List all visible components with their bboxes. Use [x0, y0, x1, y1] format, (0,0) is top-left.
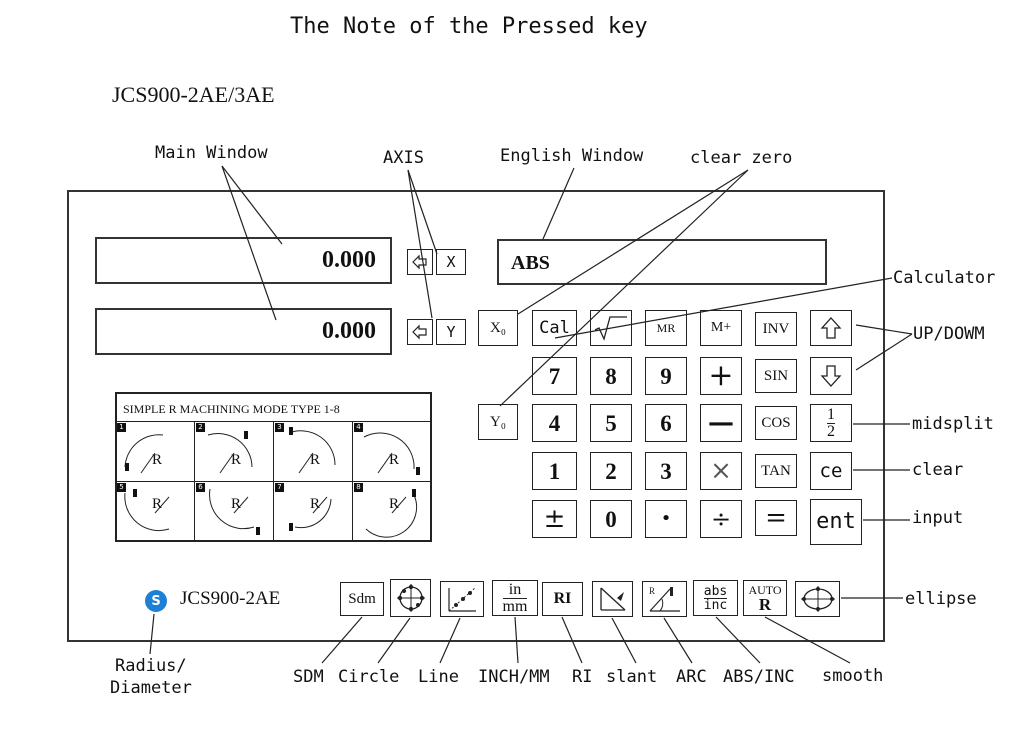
callout-circle: Circle	[338, 667, 400, 687]
mm-label: mm	[502, 597, 528, 615]
m-plus-button[interactable]: M+	[700, 310, 742, 346]
mode-r-label: R	[310, 452, 321, 468]
tan-button[interactable]: TAN	[755, 454, 797, 488]
cal-button[interactable]: Cal	[532, 310, 577, 346]
leader-slant	[612, 618, 636, 663]
mr-button[interactable]: MR	[645, 310, 687, 346]
auto-r-label: R	[758, 594, 772, 614]
machining-mode-heading: SIMPLE R MACHINING MODE TYPE 1-8	[123, 402, 340, 416]
mode-number-badge: 6	[196, 483, 205, 492]
callout-sdm: SDM	[293, 667, 324, 687]
minus-button[interactable]: —	[700, 404, 742, 442]
leader-inch-mm	[515, 617, 518, 663]
digit-6-button[interactable]: 6	[645, 404, 687, 442]
mode-r-label: R	[389, 452, 400, 468]
callout-radius-2: Diameter	[110, 678, 192, 698]
callout-radius-1: Radius/	[115, 656, 187, 676]
page-title: The Note of the Pressed key	[290, 14, 648, 39]
leader-calculator	[555, 278, 892, 338]
mode-r-label: R	[152, 496, 163, 512]
leader-clear-zero-y	[500, 170, 748, 406]
callout-up-down: UP/DOWM	[913, 324, 985, 344]
times-button[interactable]: ×	[700, 452, 742, 490]
half-numerator: 1	[827, 405, 835, 423]
leader-smooth	[765, 617, 850, 663]
cos-button[interactable]: COS	[755, 406, 797, 440]
digit-0-button[interactable]: 0	[590, 500, 632, 538]
digit-3-button[interactable]: 3	[645, 452, 687, 490]
x-zero-button[interactable]: X₀	[478, 310, 518, 346]
abs-label: abs	[703, 583, 728, 599]
leader-circle	[378, 618, 410, 663]
callout-input: input	[912, 508, 964, 528]
leader-axis-y	[408, 170, 432, 318]
callout-inch-mm: INCH/MM	[478, 667, 550, 687]
x-axis-button[interactable]: X	[436, 249, 466, 275]
y-zero-button[interactable]: Y₀	[478, 404, 518, 440]
callout-clear: clear	[912, 460, 964, 480]
callout-main-window: Main Window	[155, 143, 268, 163]
mode-number-badge: 2	[196, 423, 205, 432]
sin-button[interactable]: SIN	[755, 359, 797, 393]
plus-minus-button[interactable]: ±	[532, 500, 577, 538]
leader-radius	[150, 614, 154, 654]
inc-label: inc	[703, 597, 728, 613]
digit-5-button[interactable]: 5	[590, 404, 632, 442]
callout-arc: ARC	[676, 667, 707, 687]
mode-r-label: R	[231, 496, 242, 512]
leader-main-window-x	[222, 166, 282, 244]
mode-number-badge: 1	[117, 423, 126, 432]
digit-9-button[interactable]: 9	[645, 357, 687, 395]
sdm-button[interactable]: Sdm	[340, 582, 384, 616]
inv-button[interactable]: INV	[755, 312, 797, 346]
callout-ri: RI	[572, 667, 593, 687]
plus-button[interactable]: +	[700, 357, 742, 395]
english-window: ABS	[497, 239, 827, 285]
ri-button[interactable]: RI	[542, 582, 583, 616]
callout-axis: AXIS	[383, 148, 424, 168]
mode-r-label: R	[152, 452, 163, 468]
mode-number-badge: 4	[354, 423, 363, 432]
y-display-value: 0.000	[322, 318, 376, 344]
leader-up	[856, 325, 912, 334]
radius-diameter-icon[interactable]: S	[145, 590, 167, 612]
leader-down	[856, 334, 912, 370]
callout-slant: slant	[606, 667, 658, 687]
callout-calculator: Calculator	[893, 268, 996, 288]
mode-r-label: R	[231, 452, 242, 468]
digit-7-button[interactable]: 7	[532, 357, 577, 395]
mode-r-label: R	[389, 496, 400, 512]
callout-midsplit: midsplit	[912, 414, 994, 434]
leader-clear-zero-x	[518, 170, 748, 314]
half-denominator: 2	[827, 422, 835, 440]
leader-ri	[562, 617, 582, 663]
arc-r-label: R	[648, 586, 655, 596]
digit-1-button[interactable]: 1	[532, 452, 577, 490]
callout-clear-zero: clear zero	[690, 148, 793, 168]
callout-abs-inc: ABS/INC	[723, 667, 795, 687]
digit-4-button[interactable]: 4	[532, 404, 577, 442]
x-display-value: 0.000	[322, 247, 376, 273]
leader-main-window-y	[222, 166, 276, 320]
leader-line	[440, 618, 460, 663]
dot-button[interactable]: •	[645, 500, 687, 538]
mode-number-badge: 8	[354, 483, 363, 492]
callout-english-window: English Window	[500, 146, 644, 166]
callout-line: Line	[418, 667, 459, 687]
leader-axis-x	[408, 170, 437, 254]
leader-english-window	[543, 168, 574, 239]
callout-ellipse: ellipse	[905, 589, 977, 609]
brand-label: JCS900-2AE	[180, 588, 281, 609]
digit-8-button[interactable]: 8	[590, 357, 632, 395]
mode-number-badge: 7	[275, 483, 284, 492]
inch-label: in	[508, 580, 522, 598]
leader-arc	[664, 618, 692, 663]
callout-smooth: smooth	[822, 666, 884, 686]
auto-label: AUTO	[748, 582, 782, 597]
leader-sdm	[322, 617, 362, 663]
y-axis-button[interactable]: Y	[436, 319, 466, 345]
mode-number-badge: 3	[275, 423, 284, 432]
mode-r-label: R	[310, 496, 321, 512]
mode-number-badge: 5	[117, 483, 126, 492]
leader-abs-inc	[716, 617, 760, 663]
model-heading: JCS900-2AE/3AE	[112, 82, 275, 107]
digit-2-button[interactable]: 2	[590, 452, 632, 490]
enter-button[interactable]: ent	[810, 499, 862, 545]
equals-button[interactable]: =	[755, 500, 797, 536]
ce-button[interactable]: ce	[810, 452, 852, 490]
divide-button[interactable]: ÷	[700, 500, 742, 538]
